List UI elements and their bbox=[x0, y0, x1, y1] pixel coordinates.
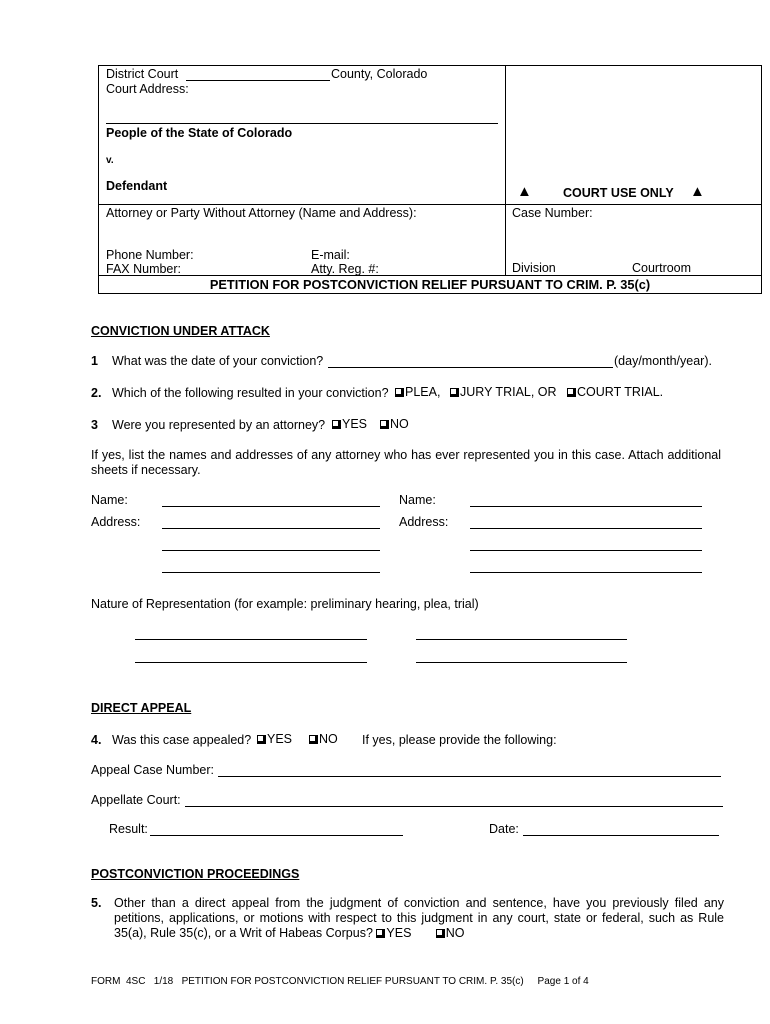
date-field[interactable] bbox=[523, 835, 719, 836]
result-field[interactable] bbox=[150, 835, 403, 836]
appellate-court-label: Appellate Court: bbox=[91, 793, 181, 807]
q3-yes-option[interactable]: YES bbox=[332, 417, 367, 431]
q2-number: 2. bbox=[91, 386, 102, 400]
q5-text: Other than a direct appeal from the judgment of conviction and sentence, have you previously filed any petitions, applications, or motions with respect to this judgment in any court, state or federal, such as Rule 35(a), Rule 35(c), or a Writ of Habeas Corpus? bbox=[114, 896, 724, 940]
attorney-name-label-2: Name: bbox=[399, 493, 436, 507]
district-court-blank[interactable] bbox=[186, 80, 330, 81]
attorney-name-field-2[interactable] bbox=[470, 506, 702, 507]
fax-label: FAX Number: bbox=[106, 262, 182, 276]
district-court-label: District Court bbox=[106, 67, 179, 81]
caption-divider bbox=[505, 65, 506, 275]
q1-text: What was the date of your conviction? bbox=[112, 354, 324, 368]
checkbox-icon[interactable] bbox=[309, 735, 318, 744]
jury-trial-option[interactable]: JURY TRIAL, OR bbox=[450, 385, 557, 399]
checkbox-icon[interactable] bbox=[395, 388, 404, 397]
date-label: Date: bbox=[489, 822, 519, 836]
petition-title: PETITION FOR POSTCONVICTION RELIEF PURSUANT TO CRIM. P. 35(c) bbox=[209, 277, 651, 292]
court-address-label: Court Address: bbox=[106, 82, 189, 96]
county-colorado-label: County, Colorado bbox=[331, 67, 428, 81]
court-trial-option[interactable]: COURT TRIAL. bbox=[567, 385, 663, 399]
conviction-heading: CONVICTION UNDER ATTACK bbox=[91, 324, 270, 338]
versus-label: v. bbox=[106, 155, 114, 166]
if-yes-instructions: If yes, list the names and addresses of any attorney who has ever represented you in this case. Attach additional sheets if necessary. bbox=[91, 448, 721, 477]
defendant-label: Defendant bbox=[106, 179, 168, 193]
q1-number: 1 bbox=[91, 354, 98, 368]
nature-of-representation-label: Nature of Representation (for example: preliminary hearing, plea, trial) bbox=[91, 597, 479, 611]
up-arrow-icon: ▲ bbox=[690, 183, 705, 200]
q1-suffix: (day/month/year). bbox=[614, 354, 712, 368]
caption-box bbox=[98, 65, 762, 294]
checkbox-icon[interactable] bbox=[376, 929, 385, 938]
q5-no-option[interactable]: NO bbox=[436, 926, 465, 940]
q4-follow-text: If yes, please provide the following: bbox=[362, 733, 557, 747]
q4-yes-option[interactable]: YES bbox=[257, 732, 292, 746]
checkbox-icon[interactable] bbox=[332, 420, 341, 429]
appellate-court-field[interactable] bbox=[185, 806, 723, 807]
court-use-only-label: COURT USE ONLY bbox=[563, 186, 674, 200]
checkbox-icon[interactable] bbox=[567, 388, 576, 397]
postconviction-heading: POSTCONVICTION PROCEEDINGS bbox=[91, 867, 300, 881]
caption-rule-2 bbox=[98, 275, 762, 276]
q5-number: 5. bbox=[91, 896, 102, 910]
checkbox-icon[interactable] bbox=[257, 735, 266, 744]
attorney-label: Attorney or Party Without Attorney (Name and Address): bbox=[106, 206, 417, 220]
attorney-address-field-2a[interactable] bbox=[470, 528, 702, 529]
phone-label: Phone Number: bbox=[106, 248, 194, 262]
court-address-blank[interactable] bbox=[106, 123, 498, 124]
plea-option[interactable]: PLEA, bbox=[395, 385, 440, 399]
courtroom-label: Courtroom bbox=[632, 261, 692, 275]
nature-field-3[interactable] bbox=[135, 662, 367, 663]
nature-field-4[interactable] bbox=[416, 662, 627, 663]
q3-text: Were you represented by an attorney? bbox=[112, 418, 326, 432]
people-label: People of the State of Colorado bbox=[106, 126, 293, 140]
q5-text-block bbox=[114, 896, 724, 941]
atty-reg-label: Atty. Reg. #: bbox=[311, 262, 379, 276]
up-arrow-icon: ▲ bbox=[517, 183, 532, 200]
attorney-address-field-2c[interactable] bbox=[470, 572, 702, 573]
checkbox-icon[interactable] bbox=[380, 420, 389, 429]
result-label: Result: bbox=[109, 822, 148, 836]
appeal-case-number-label: Appeal Case Number: bbox=[91, 763, 214, 777]
nature-field-1[interactable] bbox=[135, 639, 367, 640]
q4-no-option[interactable]: NO bbox=[309, 732, 338, 746]
attorney-address-label-1: Address: bbox=[91, 515, 141, 529]
attorney-address-field-1c[interactable] bbox=[162, 572, 380, 573]
conviction-date-blank[interactable] bbox=[328, 367, 613, 368]
q4-text: Was this case appealed? bbox=[112, 733, 252, 747]
appeal-case-number-field[interactable] bbox=[218, 776, 721, 777]
attorney-address-field-2b[interactable] bbox=[470, 550, 702, 551]
case-number-label: Case Number: bbox=[512, 206, 593, 220]
division-label: Division bbox=[512, 261, 556, 275]
q3-number: 3 bbox=[91, 418, 98, 432]
q4-number: 4. bbox=[91, 733, 102, 747]
attorney-address-label-2: Address: bbox=[399, 515, 449, 529]
direct-appeal-heading: DIRECT APPEAL bbox=[91, 701, 192, 715]
q5-yes-option[interactable]: YES bbox=[376, 926, 411, 940]
email-label: E-mail: bbox=[311, 248, 350, 262]
nature-field-2[interactable] bbox=[416, 639, 627, 640]
checkbox-icon[interactable] bbox=[436, 929, 445, 938]
attorney-address-field-1a[interactable] bbox=[162, 528, 380, 529]
attorney-address-field-1b[interactable] bbox=[162, 550, 380, 551]
checkbox-icon[interactable] bbox=[450, 388, 459, 397]
attorney-name-label-1: Name: bbox=[91, 493, 128, 507]
caption-rule-1 bbox=[98, 204, 762, 205]
q3-no-option[interactable]: NO bbox=[380, 417, 409, 431]
form-footer: FORM 4SC 1/18 PETITION FOR POSTCONVICTION RELIEF PURSUANT TO CRIM. P. 35(c) Page 1 of 4 bbox=[91, 976, 589, 987]
attorney-name-field-1[interactable] bbox=[162, 506, 380, 507]
q2-text: Which of the following resulted in your conviction? bbox=[112, 386, 389, 400]
